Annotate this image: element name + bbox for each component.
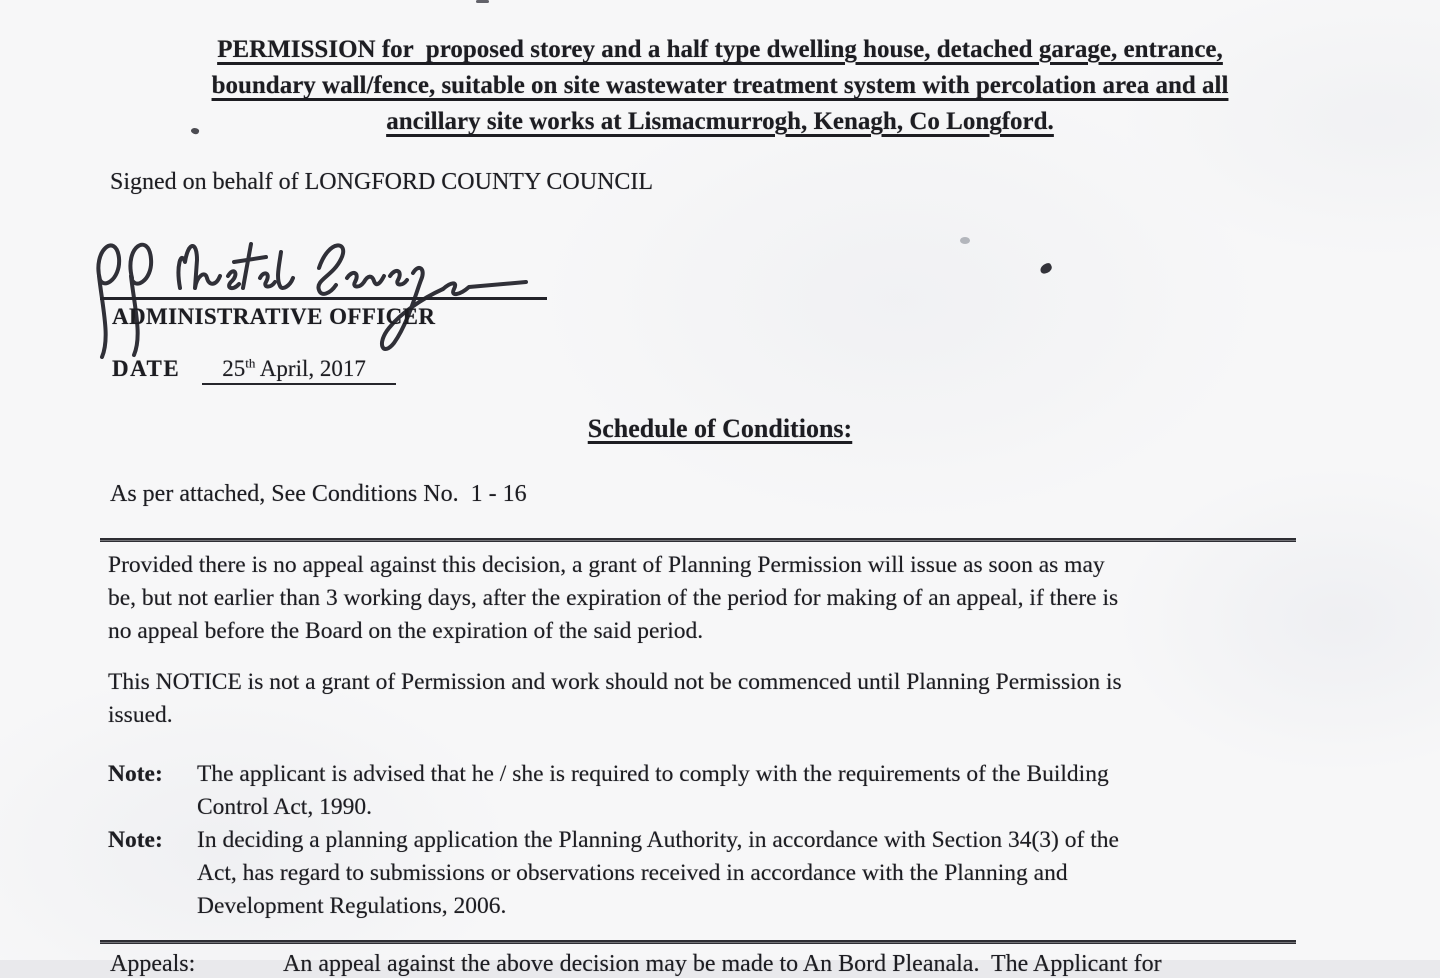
- appeal-provision-paragraph: [108, 549, 1118, 648]
- note-line: Control Act, 1990.: [197, 794, 372, 820]
- note-body: [197, 758, 1109, 824]
- note-line: In deciding a planning application the Planning Authority, in accordance with Section 34(3) of the: [197, 827, 1119, 853]
- notes-section: [108, 758, 1119, 923]
- date-row: [112, 356, 396, 385]
- date-rest: April, 2017: [255, 356, 366, 381]
- appeal-provision-line: be, but not earlier than 3 working days, after the expiration of the period for making of an appeal, if there is: [108, 585, 1119, 611]
- note-section-34: [108, 824, 1119, 923]
- scan-artifact-top-dash: [476, 0, 489, 3]
- appeal-provision-line: no appeal before the Board on the expiration of the said period.: [108, 618, 704, 644]
- separator-rule-bottom: [100, 940, 1296, 944]
- signatory-role: ADMINISTRATIVE OFFICER: [112, 304, 436, 329]
- schedule-of-conditions-heading: [0, 414, 1440, 444]
- appeals-section: [110, 951, 1162, 978]
- notice-warning-line: This NOTICE is not a grant of Permission and work should not be commenced until Planning Permission is: [108, 669, 1122, 695]
- permission-title-line-1: [0, 32, 1440, 68]
- note-body: [197, 824, 1119, 923]
- note-label: Note:: [108, 827, 163, 853]
- scan-artifact-speck: [960, 237, 970, 244]
- permission-title-line-3-text: ancillary site works at Lismacmurrogh, Kenagh, Co Longford.: [386, 108, 1054, 135]
- note-building-control: [108, 758, 1119, 824]
- note-line: Act, has regard to submissions or observations received in accordance with the Planning and: [197, 860, 1068, 886]
- permission-title-line-1-text: PERMISSION for proposed storey and a half type dwelling house, detached garage, entrance,: [217, 36, 1223, 63]
- conditions-reference-line: As per attached, See Conditions No. 1 - 16: [110, 481, 527, 507]
- scan-artifact-speck: [1039, 262, 1054, 275]
- appeals-text: An appeal against the above decision may be made to An Bord Pleanala. The Applicant for: [283, 951, 1162, 977]
- date-value: [202, 356, 396, 385]
- permission-title: [0, 32, 1440, 140]
- date-day: 25: [222, 356, 246, 381]
- permission-title-line-3: [0, 104, 1440, 140]
- notice-warning-line: issued.: [108, 702, 173, 728]
- permission-title-line-2-text: boundary wall/fence, suitable on site wastewater treatment system with percolation area and all: [211, 72, 1229, 99]
- notice-warning-paragraph: [108, 666, 1122, 732]
- note-line: Development Regulations, 2006.: [197, 893, 507, 919]
- signed-on-behalf-line: Signed on behalf of LONGFORD COUNTY COUNCIL: [110, 169, 654, 195]
- appeal-provision-line: Provided there is no appeal against this decision, a grant of Planning Permission will issue as soon as may: [108, 552, 1105, 578]
- note-line: The applicant is advised that he / she is required to comply with the requirements of the Building: [197, 761, 1109, 787]
- appeals-label: Appeals:: [110, 951, 196, 977]
- separator-rule-top: [100, 538, 1296, 542]
- date-label: DATE: [112, 356, 181, 381]
- signature-line: [100, 297, 547, 300]
- schedule-of-conditions-heading-text: Schedule of Conditions:: [587, 414, 853, 443]
- date-ordinal: th: [245, 355, 256, 371]
- note-label: Note:: [108, 761, 163, 787]
- permission-title-line-2: [0, 68, 1440, 104]
